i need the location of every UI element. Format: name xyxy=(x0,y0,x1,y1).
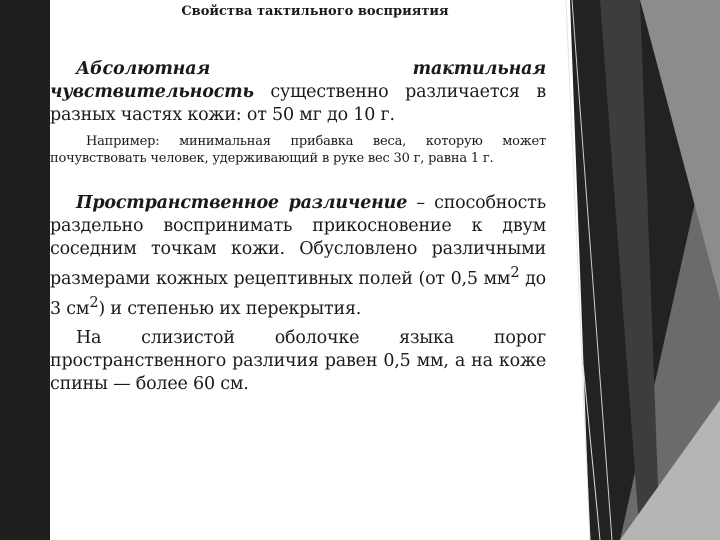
slide-title: Свойства тактильного восприятия xyxy=(181,4,449,19)
paragraph-text: Например: минимальная прибавка веса, которую может почувствовать человек, удерживающий в руке вес 30 г, равна 1 г. xyxy=(50,134,546,166)
paragraph-text: ) и степенью их перекрытия. xyxy=(98,298,362,319)
left-dark-band xyxy=(0,0,50,540)
paragraph-text: существенно различается в разных частях кожи: от 50 мг до 10 г. xyxy=(50,82,546,125)
paragraph-tongue-threshold xyxy=(50,327,546,396)
paragraph-example xyxy=(50,133,546,167)
paragraph-text: На слизистой оболочке языка порог пространственного различия равен 0,5 мм, а на коже спины — более 60 см. xyxy=(50,327,546,394)
superscript: 2 xyxy=(510,264,520,281)
paragraph-text: до 3 см xyxy=(50,268,546,319)
term-spatial-discrimination: Пространственное различение xyxy=(76,193,408,213)
term-absolute-sensitivity: Абсолютная тактильная чувствительность xyxy=(50,59,546,102)
paragraph-spatial-discrimination xyxy=(50,192,546,321)
superscript: 2 xyxy=(89,293,99,311)
paragraph-text: – способность раздельно воспринимать прикосновение к двум соседним точкам кожи. Обусловлено различными размерами кожных рецептивных полей (от 0,5 мм xyxy=(50,193,546,289)
paragraph-absolute-sensitivity xyxy=(50,58,546,127)
slide-body xyxy=(50,58,546,402)
